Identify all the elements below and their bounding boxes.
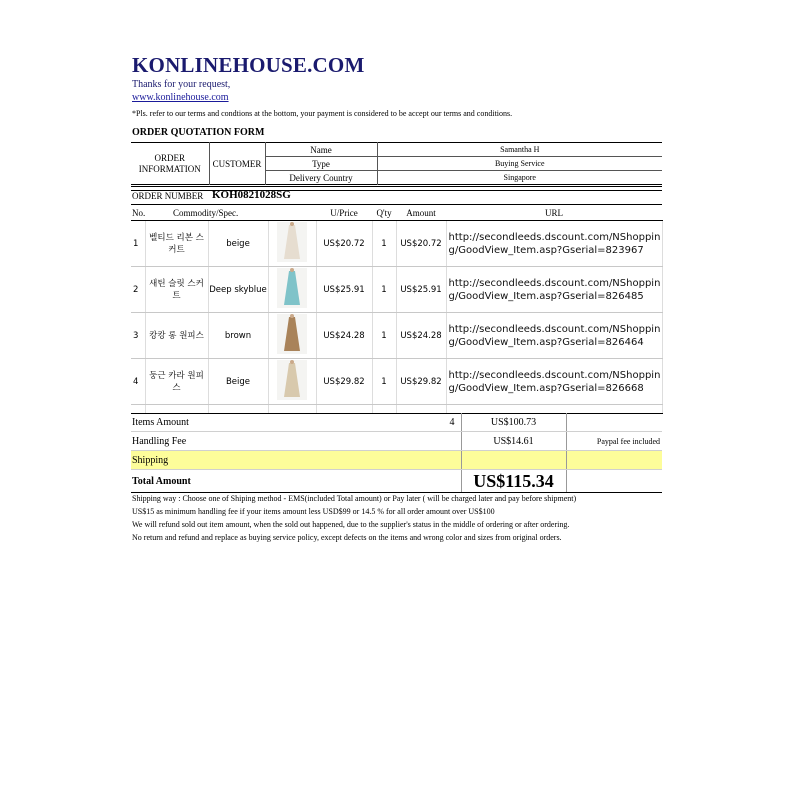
items-qty-total: 4 [399, 413, 461, 432]
table-row [131, 359, 662, 405]
item-amount: US$25.91 [396, 267, 446, 313]
item-thumbnail [268, 359, 316, 405]
item-spec: beige [208, 221, 268, 267]
clothing-image [277, 268, 307, 308]
header-amount: Amount [396, 205, 446, 221]
clothing-image [277, 222, 307, 262]
note-shipping-way: Shipping way : Choose one of Shiping method - EMS(included Total amount) or Pay later ( will be charged later and pay before shipment) [132, 494, 577, 503]
item-url[interactable]: http://secondleeds.dscount.com/NShopping/GoodView_Item.asp?Gserial=823967 [446, 221, 662, 267]
item-no: 3 [131, 313, 145, 359]
clothing-image [277, 314, 307, 354]
order-number-value: KOH0821028SG [212, 189, 291, 201]
item-name: 캉캉 롱 원피스 [145, 313, 208, 359]
item-url[interactable]: http://secondleeds.dscount.com/NShopping/GoodView_Item.asp?Gserial=826668 [446, 359, 662, 405]
table-row [131, 221, 662, 267]
header-uprice: U/Price [316, 205, 372, 221]
item-thumbnail [268, 267, 316, 313]
items-amount-label: Items Amount [131, 413, 209, 432]
field-label-country: Delivery Country [265, 171, 377, 185]
item-spec: brown [208, 313, 268, 359]
clothing-image [277, 360, 307, 400]
items-header-row [131, 205, 662, 221]
handling-fee-value: US$14.61 [461, 432, 566, 451]
total-amount-value: US$115.34 [461, 470, 566, 493]
double-divider [131, 186, 662, 191]
terms-note: *Pls. refer to our terms and condtions at the bottom, your payment is considered to be accept our terms and conditions. [132, 109, 513, 118]
item-amount: US$29.82 [396, 359, 446, 405]
items-amount-value: US$100.73 [461, 413, 566, 432]
item-thumbnail [268, 313, 316, 359]
item-url[interactable]: http://secondleeds.dscount.com/NShopping/GoodView_Item.asp?Gserial=826464 [446, 313, 662, 359]
table-row [131, 267, 662, 313]
header-commodity: Commodity/Spec. [145, 205, 316, 221]
total-amount-label: Total Amount [131, 470, 209, 493]
item-amount: US$20.72 [396, 221, 446, 267]
table-row [131, 313, 662, 359]
customer-label: CUSTOMER [209, 143, 265, 185]
header-no: No. [131, 205, 145, 221]
item-name: 벨티드 리본 스커트 [145, 221, 208, 267]
thanks-text: Thanks for your request, [132, 79, 231, 90]
item-url[interactable]: http://secondleeds.dscount.com/NShopping/GoodView_Item.asp?Gserial=826485 [446, 267, 662, 313]
item-no: 4 [131, 359, 145, 405]
field-value-type: Buying Service [377, 157, 662, 171]
item-unit-price: US$29.82 [316, 359, 372, 405]
header-url: URL [446, 205, 662, 221]
item-qty: 1 [372, 313, 396, 359]
field-label-name: Name [265, 143, 377, 157]
item-unit-price: US$20.72 [316, 221, 372, 267]
item-qty: 1 [372, 267, 396, 313]
item-name: 둥근 카라 원피스 [145, 359, 208, 405]
items-table [131, 204, 663, 414]
field-value-name: Samantha H [377, 143, 662, 157]
field-value-country: Singapore [503, 173, 536, 182]
brand-title: KONLINEHOUSE.COM [132, 53, 365, 77]
note-return-policy: No return and refund and replace as buying service policy, except defects on the items and wrong color and sizes from original orders. [132, 533, 562, 542]
summary-table [131, 413, 662, 493]
item-qty: 1 [372, 359, 396, 405]
item-no: 2 [131, 267, 145, 313]
field-label-type: Type [265, 157, 377, 171]
note-refund: We will refund sold out item amount, when the sold out happened, due to the supplier's status in the middle of ordering or after ordering. [132, 520, 570, 529]
handling-note: Paypal fee included [566, 432, 662, 451]
form-title: ORDER QUOTATION FORM [132, 127, 265, 138]
item-amount: US$24.28 [396, 313, 446, 359]
item-spec: Beige [208, 359, 268, 405]
item-unit-price: US$24.28 [316, 313, 372, 359]
item-no: 1 [131, 221, 145, 267]
handling-fee-label: Handling Fee [131, 432, 209, 451]
header-qty: Q'ty [372, 205, 396, 221]
order-number-label: ORDER NUMBER [132, 191, 204, 201]
site-link[interactable]: www.konlinehouse.com [132, 92, 229, 103]
item-spec: Deep skyblue [208, 267, 268, 313]
item-name: 새틴 슬릿 스커트 [145, 267, 208, 313]
order-info-label: ORDER INFORMATION [131, 143, 209, 185]
item-thumbnail [268, 221, 316, 267]
order-info-table [131, 142, 662, 185]
note-handling-fee: US$15 as minimum handling fee if your items amount less USD$99 or 14.5 % for all order amount over US$100 [132, 507, 495, 516]
item-qty: 1 [372, 221, 396, 267]
shipping-label: Shipping [131, 451, 209, 470]
item-unit-price: US$25.91 [316, 267, 372, 313]
